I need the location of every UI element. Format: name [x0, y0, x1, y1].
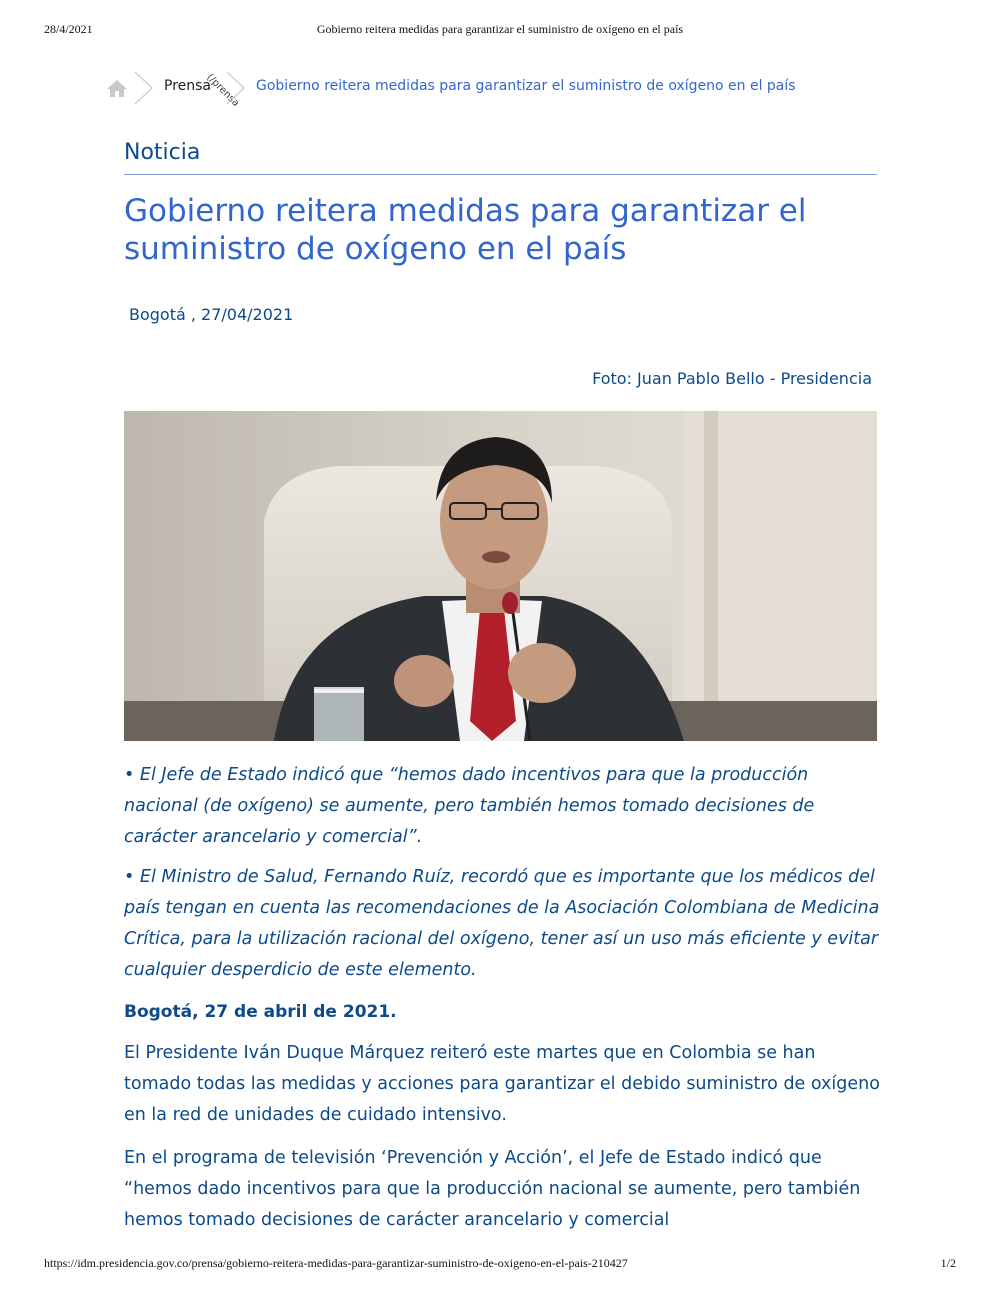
section-label: Noticia [124, 140, 201, 165]
breadcrumb-slug: (/prensa [204, 72, 242, 110]
print-footer [44, 1256, 956, 1274]
section-divider [124, 174, 877, 175]
article-dateline: Bogotá , 27/04/2021 [129, 305, 294, 324]
print-title: Gobierno reitera medidas para garantizar el suministro de oxígeno en el país [316, 22, 684, 36]
chevron-right-icon [132, 70, 156, 106]
article-photo [124, 411, 877, 741]
summary-bullet: • El Jefe de Estado indicó que “hemos dado incentivos para que la producción nacional (de oxígeno) se aumente, pero también hemos tomado decisiones de carácter arancelario y comercial”. [124, 765, 815, 847]
article-headline: Gobierno reitera medidas para garantizar el suministro de oxígeno en el país [124, 193, 807, 267]
summary-bullet: • El Ministro de Salud, Fernando Ruíz, recordó que es importante que los médicos del país tengan en cuenta las recomendaciones de la Asociación Colombiana de Medicina Crítica, para la utilización racional del oxígeno, tener así un uso más eficiente y evitar cualquier desperdicio de este elemento. [124, 867, 880, 980]
photo-credit: Foto: Juan Pablo Bello - Presidencia [592, 369, 872, 388]
article-summary [124, 760, 884, 995]
print-header [44, 22, 956, 40]
body-paragraph: El Presidente Iván Duque Márquez reiteró este martes que en Colombia se han tomado todas las medidas y acciones para garantizar el debido suministro de oxígeno en la red de unidades de cuidado intensivo. [124, 1043, 880, 1125]
home-icon[interactable] [106, 78, 128, 98]
breadcrumb-item-prensa[interactable]: Prensa [164, 78, 212, 94]
article-body [124, 998, 884, 1248]
chevron-right-icon [224, 70, 248, 106]
body-paragraph: En el programa de televisión ‘Prevención y Acción’, el Jefe de Estado indicó que “hemos dado incentivos para que la producción nacional se aumente, pero también hemos tomado decisiones de carácter arancelario y comercial [124, 1148, 861, 1230]
print-url: https://idm.presidencia.gov.co/prensa/gobierno-reitera-medidas-para-garantizar-suministro-de-oxigeno-en-el-pais-210427 [44, 1256, 628, 1270]
print-page-number: 1/2 [940, 1256, 956, 1270]
breadcrumb-item-current[interactable]: Gobierno reitera medidas para garantizar el suministro de oxígeno en el país [256, 78, 796, 94]
breadcrumb [106, 70, 866, 110]
body-dateline: Bogotá, 27 de abril de 2021. [124, 1002, 397, 1022]
print-date: 28/4/2021 [44, 22, 93, 36]
